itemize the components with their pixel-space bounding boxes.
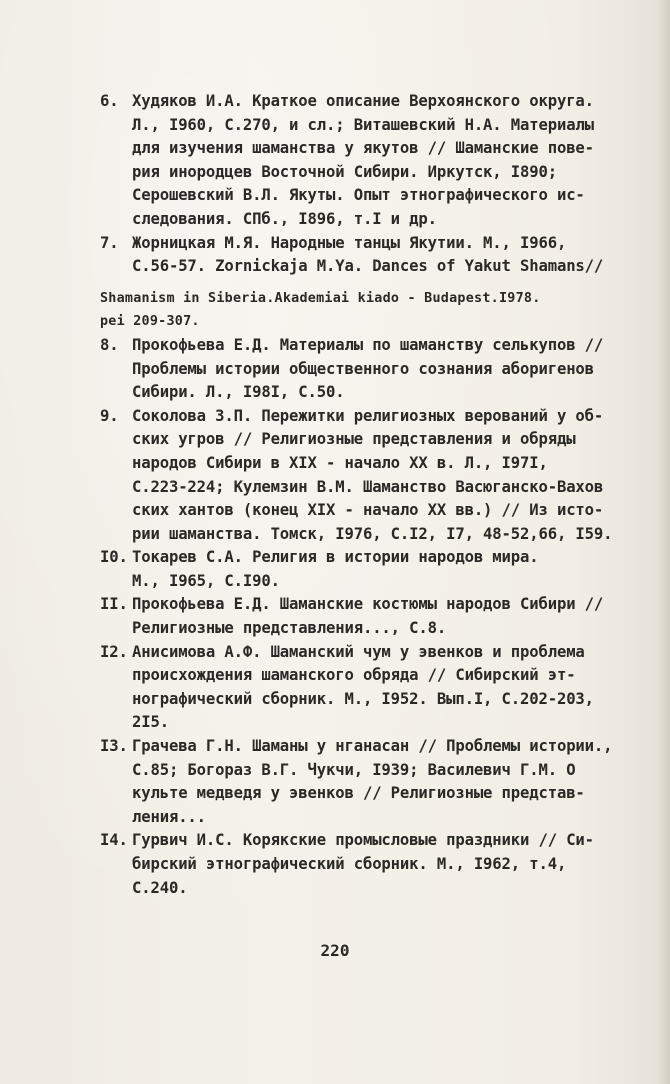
endnote-line: Сибири. Л., I98I, С.50. xyxy=(132,383,345,402)
endnote-6 xyxy=(100,90,645,232)
endnote-line: ских хантов (конец XIX - начало XX вв.) // Из исто- xyxy=(132,501,604,520)
endnote-line: для изучения шаманства у якутов // Шаманские пове- xyxy=(132,139,594,158)
endnote-number: 8. xyxy=(100,335,119,354)
endnote-line: С.85; Богораз В.Г. Чукчи, I939; Василевич Г.М. О xyxy=(132,760,576,779)
endnote-9 xyxy=(100,405,645,547)
endnote-number: I3. xyxy=(100,737,128,756)
endnote-line: народов Сибири в XIX - начало XX в. Л., I97I, xyxy=(132,453,548,472)
endnote-line: Л., I960, С.270, и сл.; Виташевский Н.А. Материалы xyxy=(132,115,594,134)
endnote-line: культе медведя у эвенков // Религиозные представ- xyxy=(132,784,585,803)
endnote-line: С.223-224; Кулемзин В.М. Шаманство Васюганско-Вахов xyxy=(132,477,604,496)
endnote-line: Анисимова А.Ф. Шаманский чум у эвенков и проблема xyxy=(132,642,585,661)
endnote-line: С.56-57. Zornickaja M.Ya. Dances of Yakut Shamans// xyxy=(132,257,604,276)
endnote-line: pei 209-307. xyxy=(100,314,200,330)
endnote-line: Проблемы истории общественного сознания аборигенов xyxy=(132,359,594,378)
endnote-number: II. xyxy=(100,595,128,614)
endnote-text xyxy=(132,641,645,735)
endnote-line: М., I965, С.I90. xyxy=(132,571,280,590)
endnote-text xyxy=(132,405,645,547)
endnote-line: Shamanism in Siberia.Akademiai kiado - Budapest.I978. xyxy=(100,290,541,306)
endnote-text xyxy=(132,334,645,405)
endnote-line: Грачева Г.Н. Шаманы у нганасан // Проблемы истории., xyxy=(132,737,613,756)
page-spine-shadow xyxy=(656,0,670,1084)
endnote-line: нографический сборник. М., I952. Вып.I, С.202-203, xyxy=(132,689,594,708)
endnote-text xyxy=(132,546,645,593)
endnote-line: С.240. xyxy=(132,878,188,897)
endnote-line: ления... xyxy=(132,807,206,826)
endnote-line: 2I5. xyxy=(132,713,169,732)
endnote-line: Жорницкая М.Я. Народные танцы Якутии. М., I966, xyxy=(132,233,567,252)
endnote-13 xyxy=(100,735,645,829)
endnote-text xyxy=(132,735,645,829)
endnote-line: Прокофьева Е.Д. Материалы по шаманству селькупов // xyxy=(132,335,604,354)
endnote-10 xyxy=(100,546,645,593)
endnote-number: 7. xyxy=(100,233,119,252)
endnote-line: ских угров // Религиозные представления и обряды xyxy=(132,430,576,449)
endnote-12 xyxy=(100,641,645,735)
endnote-text xyxy=(132,829,645,900)
endnote-line: происхождения шаманского обряда // Сибирский эт- xyxy=(132,666,576,685)
page-number: 220 xyxy=(320,941,350,960)
endnote-number: 9. xyxy=(100,406,119,425)
endnote-number: 6. xyxy=(100,92,119,110)
endnotes-list xyxy=(100,90,645,900)
endnote-text xyxy=(132,90,645,232)
endnote-text xyxy=(132,593,645,640)
endnote-line: рия инородцев Восточной Сибири. Иркутск, I890; xyxy=(132,162,557,181)
endnote-7 xyxy=(100,232,645,334)
endnote-line: Худяков И.А. Краткое описание Верхоянского округа. xyxy=(132,92,594,110)
endnote-14 xyxy=(100,829,645,900)
endnote-line: Токарев С.А. Религия в истории народов мира. xyxy=(132,548,539,567)
endnote-number: I4. xyxy=(100,831,128,850)
endnote-11 xyxy=(100,593,645,640)
endnote-line: бирский этнографический сборник. М., I962, т.4, xyxy=(132,855,567,873)
endnote-line: Соколова З.П. Пережитки религиозных верований у об- xyxy=(132,406,604,425)
endnote-line: следования. СПб., I896, т.I и др. xyxy=(132,209,437,228)
endnote-8 xyxy=(100,334,645,405)
line-gap xyxy=(132,279,645,287)
endnote-line: Гурвич И.С. Корякские промысловые праздники // Си- xyxy=(132,831,594,850)
endnote-line: Прокофьева Е.Д. Шаманские костюмы народов Сибири // xyxy=(132,595,604,614)
endnote-line: Серошевский В.Л. Якуты. Опыт этнографического ис- xyxy=(132,186,585,205)
endnote-number: I0. xyxy=(100,548,128,567)
endnote-number: I2. xyxy=(100,642,128,661)
endnote-line: Религиозные представления..., С.8. xyxy=(132,619,447,638)
endnote-line: рии шаманства. Томск, I976, С.I2, I7, 48-52,66, I59. xyxy=(132,524,613,543)
endnote-text xyxy=(100,232,645,334)
